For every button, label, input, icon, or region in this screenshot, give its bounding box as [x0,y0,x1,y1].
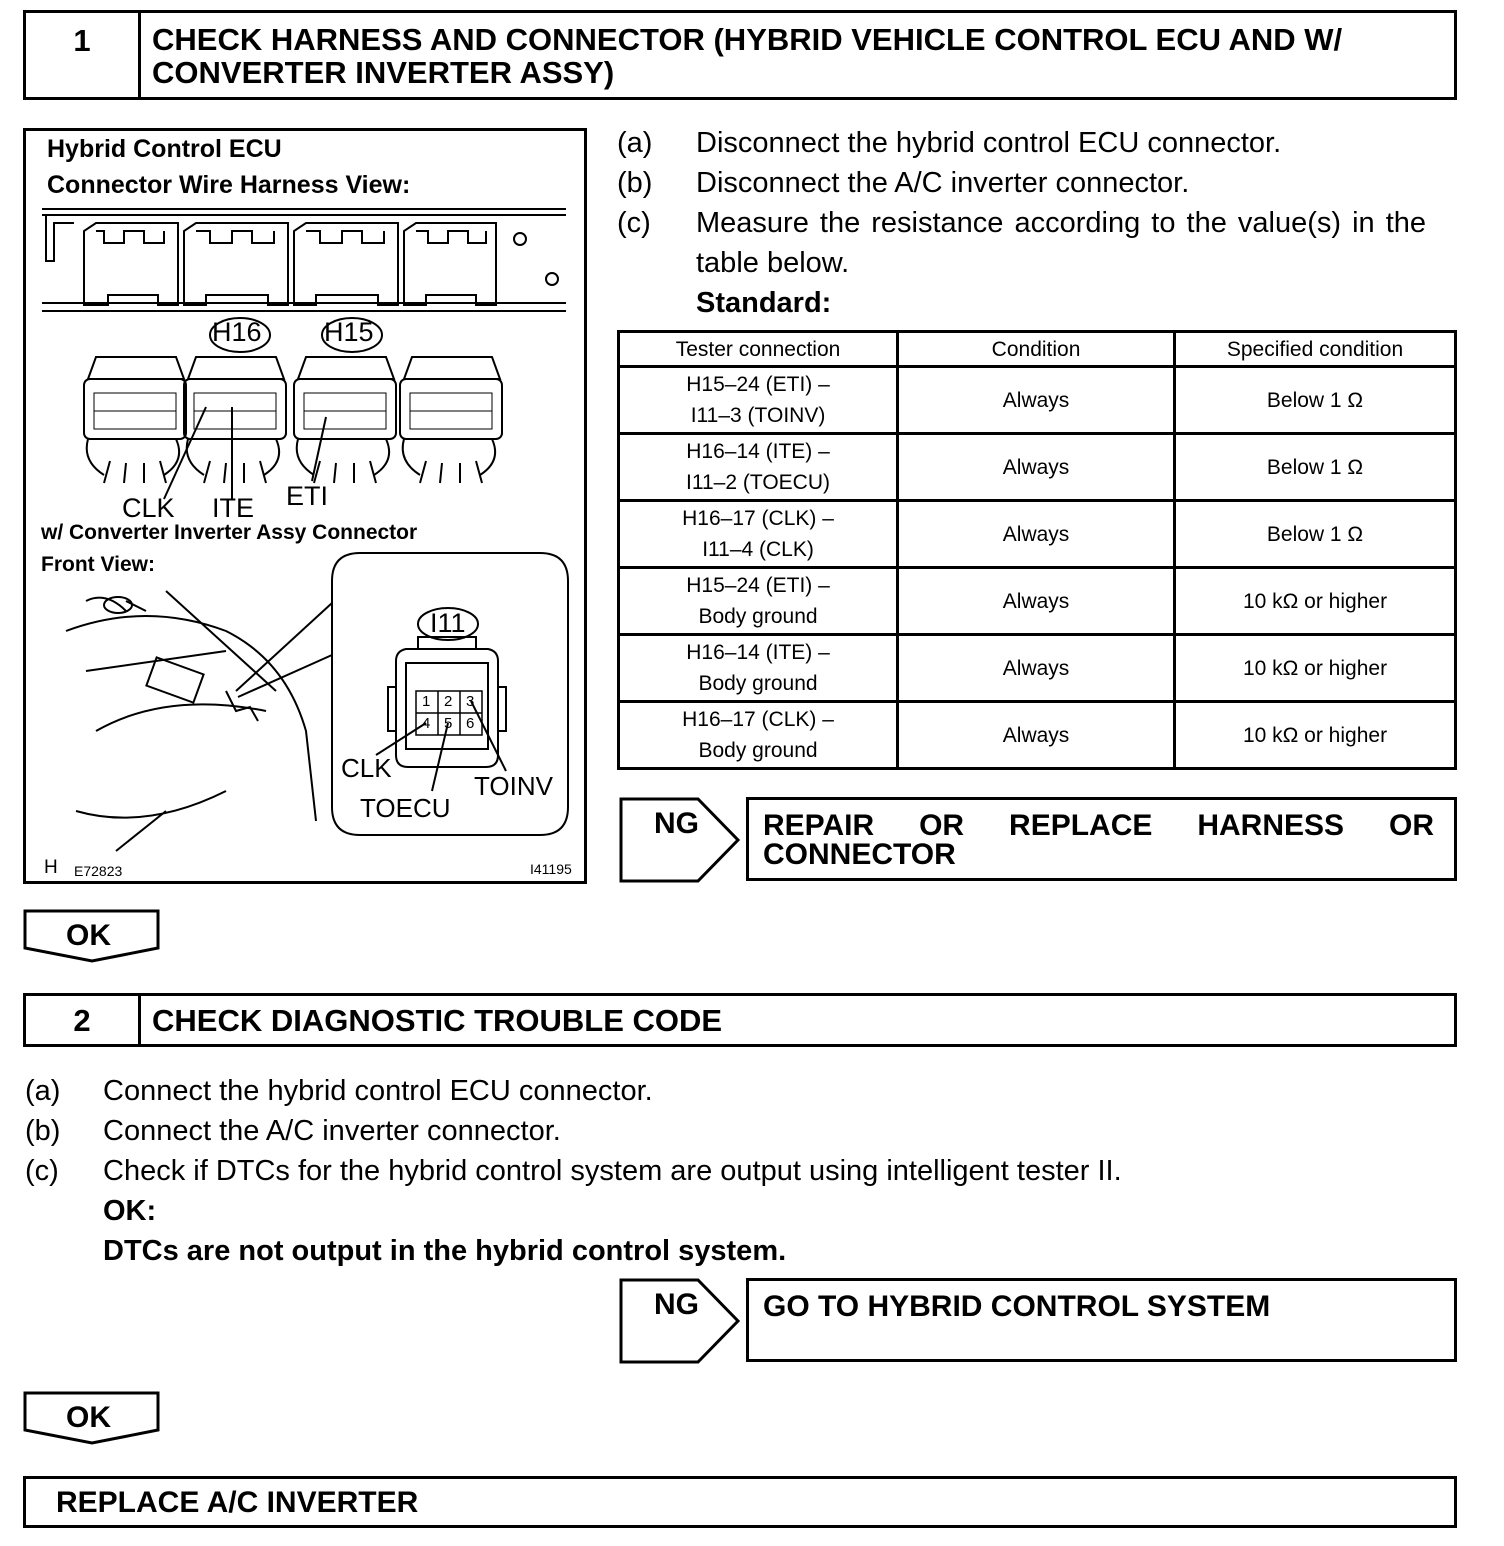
conn-line-2: I11–2 (TOECU) [686,471,830,494]
ng-word: REPAIR [763,809,875,842]
conn-line-2: I11–4 (CLK) [702,538,814,561]
header-specified-condition: Specified condition [1175,332,1456,367]
ng-word: OR [1389,809,1434,842]
label-ite: ITE [212,493,255,523]
label-eti: ETI [286,481,329,511]
table-row [619,367,1456,434]
cell-spec: 10 kΩ or higher [1175,702,1456,769]
instruction-text: Measure the resistance according to the value(s) in the [696,207,1427,239]
corner-h: H [44,857,58,878]
cell-tester-connection [619,434,898,501]
label-i11: I11 [430,608,466,638]
instruction-text: Connect the hybrid control ECU connector. [103,1075,653,1107]
cell-condition: Always [898,434,1175,501]
step2-title: CHECK DIAGNOSTIC TROUBLE CODE [152,1003,723,1038]
ok-label-step1: OK [66,919,111,952]
final-action-box [23,1476,1457,1528]
step1-instruction-a [617,126,1457,162]
conn-line-2: Body ground [698,605,818,628]
front-view-label: Front View: [41,553,155,576]
instruction-text: Check if DTCs for the hybrid control system are output using intelligent tester II. [103,1155,1122,1187]
ok-label-step2: OK [66,1401,111,1434]
step2-instruction-b [25,1114,1455,1150]
step2-header [23,993,1457,1047]
table-row [619,568,1456,635]
cell-condition: Always [898,702,1175,769]
ng-action-text: GO TO HYBRID CONTROL SYSTEM [763,1290,1271,1323]
label-h15: H15 [324,317,374,347]
ng-word: OR [919,809,965,842]
diagram-heading-1: Hybrid Control ECU [47,135,282,163]
instruction-text: Connect the A/C inverter connector. [103,1115,561,1147]
instruction-text: Disconnect the hybrid control ECU connector. [696,127,1282,159]
instruction-label: (b) [617,167,653,199]
cell-spec: Below 1 Ω [1175,434,1456,501]
cell-tester-connection [619,568,898,635]
ng-word: HARNESS [1197,809,1345,842]
label-h16: H16 [212,317,262,347]
step1-instruction-c [617,206,1457,282]
conn-line-2: Body ground [698,672,818,695]
table-row [619,635,1456,702]
label-toecu: TOECU [360,793,451,823]
table-row [619,702,1456,769]
diagram-heading-2: Connector Wire Harness View: [47,171,411,199]
instruction-label: (a) [617,127,653,159]
cell-tester-connection [619,367,898,434]
step2-instruction-c [25,1154,1455,1190]
cell-tester-connection [619,635,898,702]
instruction-label: (a) [25,1075,61,1107]
instruction-label: (c) [617,207,651,239]
ng-action-step1 [746,797,1457,881]
header-condition: Condition [898,332,1175,367]
cell-tester-connection [619,702,898,769]
label-toinv: TOINV [474,771,553,801]
step1-header [23,10,1457,100]
cell-spec: Below 1 Ω [1175,367,1456,434]
pin-1: 1 [422,693,431,710]
instruction-text-cont: table below. [696,247,850,279]
conn-line-1: H16–17 (CLK) – [682,507,834,530]
step2-number: 2 [26,996,141,1044]
step1-title: CHECK HARNESS AND CONNECTOR (HYBRID VEHICLE CONTROL ECU AND W/ CONVERTER INVERTER ASSY) [152,22,1343,90]
step1-number: 1 [26,13,141,97]
cell-condition: Always [898,501,1175,568]
ng-label-step2: NG [654,1288,699,1321]
step2-ok-heading: OK: [103,1195,157,1227]
pin-5: 5 [444,715,453,732]
cell-spec: Below 1 Ω [1175,501,1456,568]
standard-label: Standard: [696,287,832,319]
ng-label-step1: NG [654,807,699,840]
final-action-text: REPLACE A/C INVERTER [56,1486,419,1519]
ng-action-line2: CONNECTOR [763,838,956,871]
instruction-label: (c) [25,1155,59,1187]
cell-condition: Always [898,635,1175,702]
instruction-label: (b) [25,1115,61,1147]
pin-3: 3 [466,693,475,710]
pin-2: 2 [444,693,453,710]
label-clk: CLK [122,493,175,523]
code-left: E72823 [74,863,123,879]
cell-tester-connection [619,501,898,568]
table-header-row [619,332,1456,367]
cell-condition: Always [898,568,1175,635]
cell-condition: Always [898,367,1175,434]
header-tester-connection: Tester connection [619,332,898,367]
label-clk-inverter: CLK [341,753,392,783]
ng-action-step2 [746,1278,1457,1362]
table-row [619,501,1456,568]
inverter-heading: w/ Converter Inverter Assy Connector [41,521,418,544]
ng-action-line1 [763,810,1434,841]
conn-line-1: H15–24 (ETI) – [686,373,830,396]
cell-spec: 10 kΩ or higher [1175,635,1456,702]
pin-4: 4 [422,715,431,732]
connector-diagram [23,128,587,884]
conn-line-1: H16–14 (ITE) – [686,440,830,463]
conn-line-1: H16–14 (ITE) – [686,641,830,664]
conn-line-1: H16–17 (CLK) – [682,708,834,731]
ng-word: REPLACE [1009,809,1153,842]
code-right: I41195 [530,861,572,877]
conn-line-2: I11–3 (TOINV) [690,404,826,427]
step2-ok-result: DTCs are not output in the hybrid control system. [103,1235,787,1267]
instruction-text: Disconnect the A/C inverter connector. [696,167,1190,199]
step1-instruction-b [617,166,1457,202]
table-row [619,434,1456,501]
spec-table [617,330,1457,770]
cell-spec: 10 kΩ or higher [1175,568,1456,635]
conn-line-1: H15–24 (ETI) – [686,574,830,597]
step2-instruction-a [25,1074,1455,1110]
pin-6: 6 [466,715,475,732]
conn-line-2: Body ground [698,739,818,762]
